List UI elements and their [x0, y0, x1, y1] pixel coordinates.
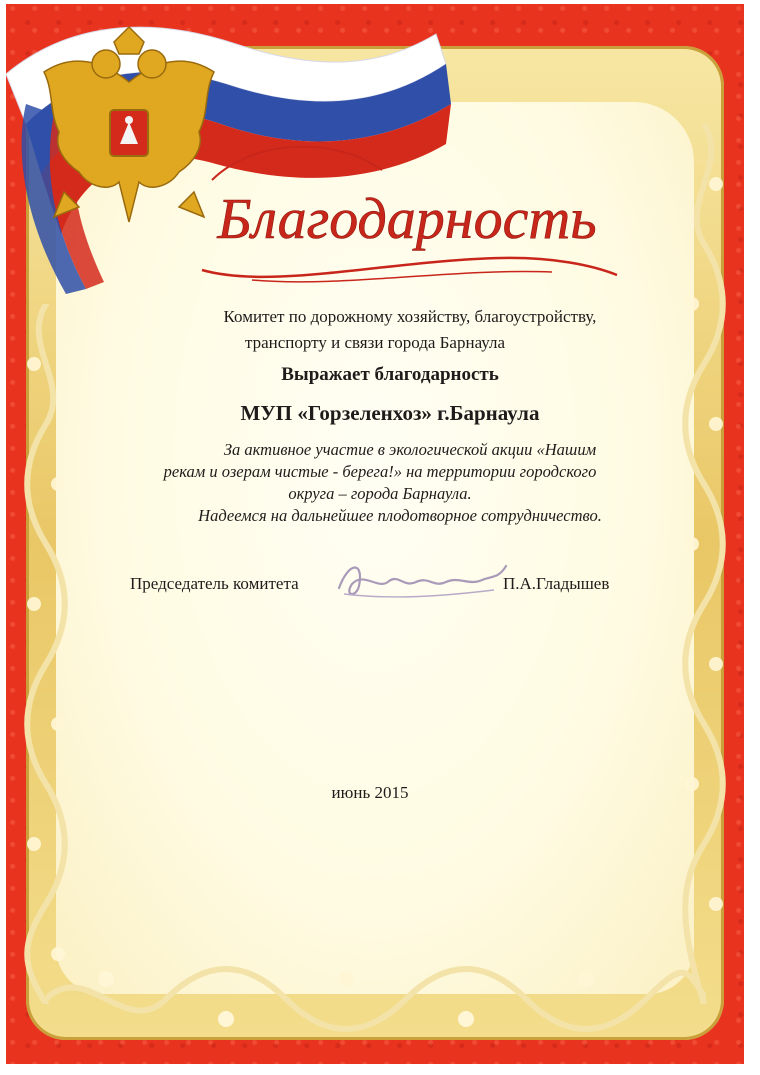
- signatory-title: Председатель комитета: [130, 574, 299, 593]
- expresses-gratitude: Выражает благодарность: [281, 364, 499, 385]
- signature-icon: [324, 556, 524, 606]
- committee-line-1: Комитет по дорожному хозяйству, благоустройству,: [223, 307, 597, 326]
- body-line-2: рекам и озерам чистые - берега!» на территории городского: [163, 462, 597, 481]
- issue-date: июнь 2015: [331, 783, 409, 802]
- committee-line-2: транспорту и связи города Барнаула: [244, 333, 506, 352]
- body-line-1: За активное участие в экологической акции «Нашим: [223, 440, 597, 459]
- committee-name: [150, 304, 670, 356]
- gratitude-body: [110, 439, 650, 527]
- signatory-name: П.А.Гладышев: [503, 574, 610, 593]
- title-text: Благодарность: [217, 186, 597, 251]
- body-line-3: округа – города Барнаула.: [288, 484, 472, 503]
- certificate-sheet: [6, 4, 744, 1064]
- certificate-title: [192, 140, 622, 290]
- recipient-name: МУП «Горзеленхоз» г.Барнаула: [240, 401, 540, 425]
- body-line-4: Надеемся на дальнейшее плодотворное сотрудничество.: [198, 506, 602, 525]
